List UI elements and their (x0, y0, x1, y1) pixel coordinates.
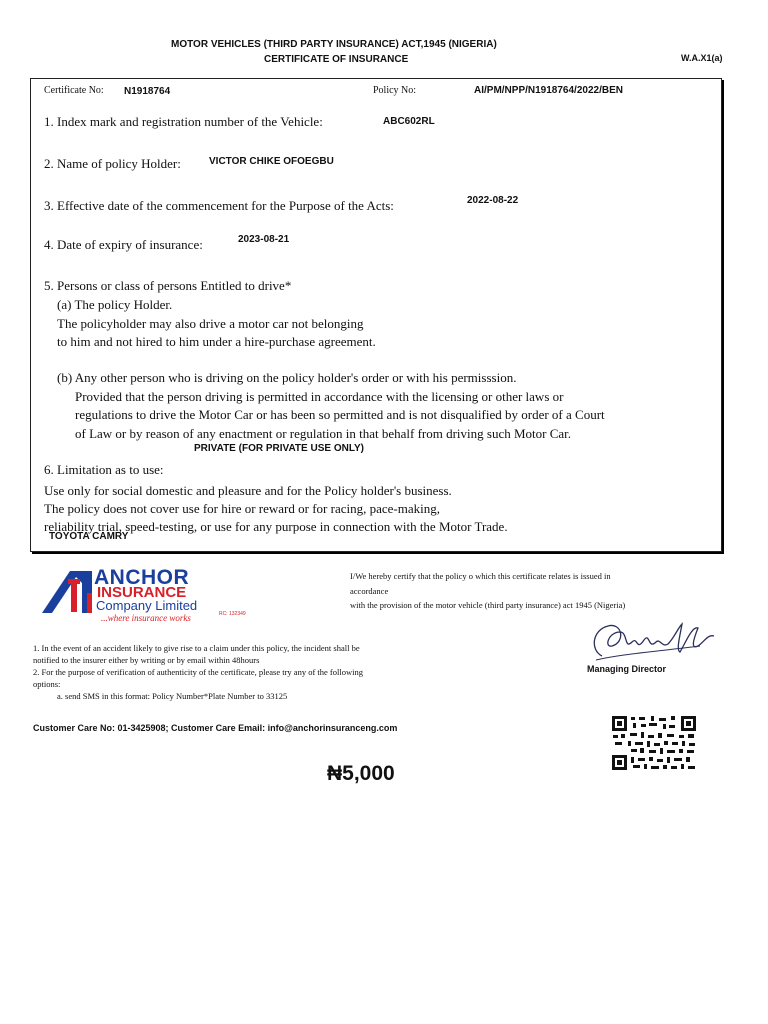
price-amount: ₦5,000 (327, 762, 395, 785)
certificate-no-label: Certificate No: (44, 85, 104, 96)
item5b-line2: regulations to drive the Motor Car or has been so permitted and is not disqualified by order of a Court (75, 407, 605, 422)
customer-care-line: Customer Care No: 01-3425908; Customer Care Email: info@anchorinsuranceng.com (33, 723, 398, 733)
signature-image (582, 616, 722, 666)
certify-line1: I/We hereby certify that the policy o which this certificate relates is issued in (350, 571, 611, 581)
item5a-line2: to him and not hired to him under a hire-purchase agreement. (57, 334, 376, 349)
policy-holder-name: VICTOR CHIKE OFOEGBU (209, 156, 334, 167)
note1-line1: 1. In the event of an accident likely to give rise to a claim under this policy, the incident shall be (33, 643, 360, 653)
certify-line2: accordance (350, 586, 389, 596)
use-class: PRIVATE (FOR PRIVATE USE ONLY) (194, 443, 365, 454)
item2-label: 2. Name of policy Holder: (44, 156, 181, 171)
qr-code-icon (611, 715, 697, 771)
logo-tagline: ...where insurance works (101, 613, 191, 623)
logo-insurance-text: INSURANCE (97, 584, 187, 601)
policy-no-label: Policy No: (373, 85, 417, 96)
policy-no: AI/PM/NPP/N1918764/2022/BEN (474, 85, 623, 96)
certificate-no: N1918764 (124, 86, 171, 97)
signatory-title: Managing Director (587, 664, 667, 674)
item6-label: 6. Limitation as to use: (44, 462, 164, 477)
registration-number: ABC602RL (383, 116, 435, 127)
item5-label: 5. Persons or class of persons Entitled to drive* (44, 278, 292, 293)
item1-label: 1. Index mark and registration number of the Vehicle: (44, 114, 323, 129)
item3-label: 3. Effective date of the commencement for the Purpose of the Acts: (44, 198, 394, 213)
item5a: (a) The policy Holder. (57, 297, 173, 312)
effective-date: 2022-08-22 (467, 195, 519, 206)
item6-line3: reliability trial, speed-testing, or use for any purpose in connection with the Motor Trade. (44, 519, 508, 534)
item5b-line3: of Law or by reason of any enactment or regulation in that behalf from driving such Motor Car. (75, 426, 572, 441)
certificate-title: CERTIFICATE OF INSURANCE (264, 54, 409, 65)
note1-line2: notified to the insurer either by writing or by email within 48hours (33, 655, 260, 665)
logo-anchor-text: ANCHOR (94, 566, 190, 589)
item6-line1: Use only for social domestic and pleasure and for the Policy holder's business. (44, 483, 452, 498)
note2-line2: options: (33, 679, 61, 689)
company-logo (40, 566, 248, 625)
vehicle-model: TOYOTA CAMRY (49, 531, 129, 542)
act-title: MOTOR VEHICLES (THIRD PARTY INSURANCE) ACT,1945 (NIGERIA) (171, 39, 497, 50)
logo-rc-number: RC: 132349 (219, 611, 246, 617)
certificate-box (30, 78, 722, 552)
item5b-line1: Provided that the person driving is permitted in accordance with the licensing or other laws or (75, 389, 564, 404)
form-code: W.A.X1(a) (681, 53, 723, 63)
item5a-line1: The policyholder may also drive a motor car not belonging (57, 316, 364, 331)
note2-option-a: a. send SMS in this format: Policy Number*Plate Number to 33125 (57, 691, 288, 701)
note2-line1: 2. For the purpose of verification of authenticity of the certificate, please try any of the following (33, 667, 363, 677)
certify-line3: with the provision of the motor vehicle (third party insurance) act 1945 (Nigeria) (350, 600, 626, 610)
item4-label: 4. Date of expiry of insurance: (44, 237, 203, 252)
item6-line2: The policy does not cover use for hire or reward or for racing, pace-making, (44, 501, 440, 516)
item5b: (b) Any other person who is driving on the policy holder's order or with his permisssion. (57, 370, 517, 385)
expiry-date: 2023-08-21 (238, 234, 290, 245)
logo-company-text: Company Limited (96, 598, 198, 613)
